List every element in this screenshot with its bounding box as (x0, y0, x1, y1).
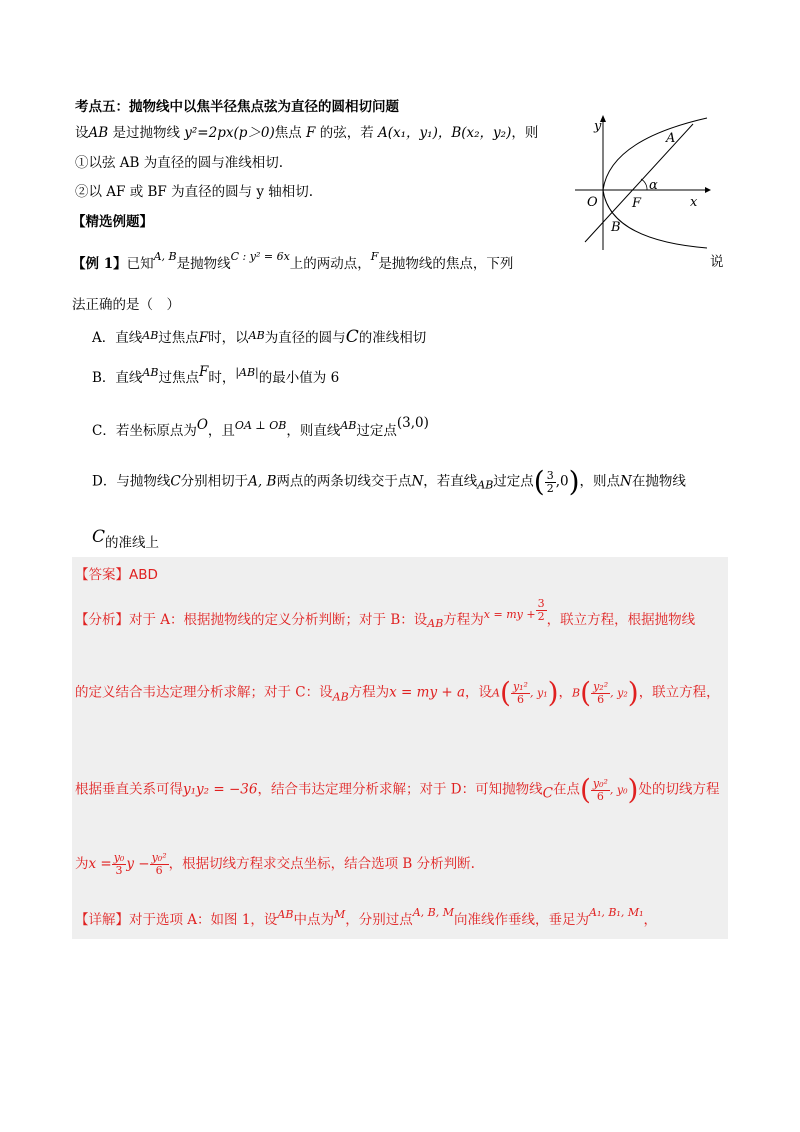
example-text-wrap: 说 (710, 254, 724, 270)
analysis-text: 处的切线方程 (638, 781, 720, 798)
paren-left: ( (580, 676, 592, 709)
x-axis-arrow (705, 187, 711, 193)
example-text: 已知 (126, 256, 154, 272)
example-text: 是抛物线 (176, 256, 231, 272)
analysis-line-3 (75, 773, 720, 806)
option-d-text: 过定点 (493, 473, 534, 490)
intro-line-1 (75, 121, 538, 141)
option-b-abs: |AB| (235, 366, 259, 379)
frac-den: 6 (597, 692, 605, 706)
section-heading: 考点五：抛物线中以焦半径焦点弦为直径的圆相切问题 (75, 99, 399, 115)
intro-line-2: ①以弦 AB 为直径的圆与准线相切. (75, 155, 284, 171)
option-c-text: ，且 (207, 423, 235, 439)
paren-right: ) (627, 773, 639, 806)
analysis-line-2 (75, 676, 720, 709)
option-a-ab: AB (142, 329, 159, 342)
chord-ab: AB (88, 125, 109, 141)
frac-num: y₀² (151, 851, 167, 864)
analysis-text: 【详解】对于选项 A：如图 1，设 (75, 912, 278, 928)
point-b: B (572, 686, 581, 700)
intro-text: 焦点 (274, 125, 307, 141)
fixed-point-fraction (545, 470, 556, 495)
paren-right: ) (547, 676, 559, 709)
option-b-label: B．直线 (92, 370, 143, 386)
option-b (92, 364, 339, 386)
analysis-text: 中点为 (293, 912, 334, 928)
option-b-text: 的最小值为 6 (258, 370, 340, 386)
points-abm: A, B, M (412, 906, 454, 919)
y2-rest: , y₂ (610, 686, 628, 700)
option-d-c2: C (92, 527, 106, 547)
analysis-text: 【分析】对于 A：根据抛物线的定义分析判断；对于 B：设 (75, 612, 428, 628)
option-d-cont (92, 527, 159, 551)
option-c (92, 415, 429, 439)
x-label: x (690, 195, 698, 210)
option-c-point: (3,0) (396, 415, 429, 431)
example-text: 上的两动点， (289, 256, 371, 272)
option-d-n2: N (620, 473, 632, 490)
option-d-ab2: AB (477, 478, 494, 492)
frac-num: 3 (546, 468, 554, 482)
analysis-text: 在点 (552, 781, 580, 798)
option-d-text: 在抛物线 (631, 473, 686, 490)
frac-den: 6 (516, 692, 524, 706)
option-d-text: ，若直线 (423, 473, 478, 490)
example-tag: 【例 1】 (72, 256, 127, 272)
option-d-text: 两点的两条切线交于点 (276, 473, 412, 490)
analysis-text: ， (558, 684, 573, 701)
option-b-ab: AB (142, 366, 159, 379)
option-c-text: ，则直线 (286, 423, 341, 439)
intro-text: 设 (75, 125, 89, 141)
y0-fraction (591, 778, 610, 803)
paren-right: ) (627, 676, 639, 709)
option-c-text: 过定点 (356, 423, 397, 439)
intro-text: 的弦，若 (315, 125, 378, 141)
analysis-text: ，联立方程，根据抛物线 (546, 612, 696, 628)
analysis-text: ，联立方程， (638, 684, 720, 701)
tangent-x: x = (88, 856, 112, 872)
fixed-point-rest: ,0 (555, 473, 569, 490)
analysis-text: ，设 (465, 684, 493, 701)
analysis-text: ，结合韦达定理分析求解；对于 D：可知抛物线 (257, 781, 543, 798)
parabola-equation: y²=2px(p＞0) (184, 125, 275, 141)
option-b-text: 时， (208, 370, 236, 386)
analysis-line-1 (75, 598, 695, 630)
y-label: y (594, 119, 602, 134)
option-b-f: F (198, 364, 209, 380)
feet-points: A₁, B₁, M₁ (589, 906, 644, 919)
intro-text: ，则 (511, 125, 539, 141)
frac-den: 2 (537, 610, 545, 623)
y0-rest: , y₀ (609, 783, 628, 797)
points-ab: A, B (153, 250, 177, 263)
frac-num: y₀² (592, 776, 608, 790)
curve-c: C : y² = 6x (230, 250, 290, 263)
option-a-f: F (198, 330, 209, 346)
focus-f: F (306, 125, 316, 141)
analysis-ab: AB (332, 690, 349, 704)
option-d-text: ，则点 (579, 473, 621, 490)
tangent-y: y − (126, 856, 150, 872)
frac-num: y₁² (512, 679, 528, 693)
focus-label: F (632, 196, 642, 211)
example-text: 是抛物线的焦点，下列 (378, 256, 514, 272)
option-a-text: 过焦点 (158, 330, 199, 346)
option-a-text: 的准线相切 (358, 330, 427, 346)
origin-label: O (587, 195, 598, 210)
point-a-label: A (666, 131, 676, 146)
option-c-o: O (196, 417, 208, 433)
analysis-line-5 (75, 906, 657, 928)
option-d (92, 465, 686, 498)
frac-num: 3 (537, 597, 545, 610)
paren-left: ( (579, 773, 591, 806)
frac-num: y₂² (593, 679, 609, 693)
analysis-eq: x = my + (483, 608, 536, 621)
example-1-line (72, 250, 513, 272)
option-d-label: D．与抛物线 (92, 473, 171, 490)
analysis-fraction (536, 598, 547, 623)
option-d-text: 分别相切于 (180, 473, 249, 490)
analysis-ab: AB (427, 617, 444, 630)
midpoint-m: M (333, 908, 346, 921)
analysis-text: 向准线作垂线，垂足为 (454, 912, 589, 928)
answer-line: 【答案】ABD (75, 567, 158, 583)
intro-text: 是过抛物线 (108, 125, 185, 141)
option-b-text: 过焦点 (158, 370, 199, 386)
y1-fraction (511, 681, 530, 706)
analysis-text: 为 (75, 856, 89, 872)
option-a-label: A．直线 (92, 330, 143, 346)
option-a-c: C (345, 327, 359, 347)
option-a-text: 为直径的圆与 (264, 330, 346, 346)
example-question: 法正确的是（ ） (72, 297, 180, 313)
option-d-ab: A, B (248, 473, 277, 490)
tangent-frac-1 (112, 852, 127, 877)
parabola-figure (565, 110, 715, 255)
frac-den: 3 (115, 864, 123, 877)
curve-c: C (542, 785, 553, 802)
option-c-perp: OA ⊥ OB (234, 419, 287, 432)
intro-line-3: ②以 AF 或 BF 为直径的圆与 y 轴相切. (75, 184, 314, 200)
analysis-text: 方程为 (443, 612, 484, 628)
chord-line (585, 124, 693, 242)
y2-fraction (591, 681, 610, 706)
paren-left: ( (533, 465, 545, 498)
analysis-eq: y₁y₂ = −36 (183, 781, 258, 798)
frac-den: 6 (596, 789, 604, 803)
option-c-label: C．若坐标原点为 (92, 423, 197, 439)
alpha-arc (641, 179, 647, 190)
tangent-frac-2 (150, 852, 169, 877)
section-label: 【精选例题】 (72, 214, 153, 230)
analysis-text: ，分别过点 (345, 912, 413, 928)
option-d-c: C (170, 473, 181, 490)
frac-num: y₀ (113, 851, 125, 864)
frac-den: 6 (155, 864, 163, 877)
option-d-text: 的准线上 (105, 535, 160, 551)
analysis-eq: x = my + a (389, 684, 466, 701)
option-a-ab2: AB (248, 329, 265, 342)
analysis-text: ， (643, 912, 658, 928)
option-c-ab: AB (340, 419, 357, 432)
point-coords: A(x₁，y₁)，B(x₂，y₂) (378, 125, 512, 141)
analysis-text: 的定义结合韦达定理分析求解；对于 C：设 (75, 684, 333, 701)
option-a-text: 时，以 (208, 330, 249, 346)
option-d-n: N (411, 473, 424, 490)
frac-den: 2 (546, 481, 554, 495)
y1-rest: , y₁ (529, 686, 548, 700)
analysis-text: 根据垂直关系可得 (75, 781, 183, 798)
analysis-ab: AB (277, 908, 294, 921)
analysis-line-4 (75, 852, 475, 877)
analysis-text: ，根据切线方程求交点坐标，结合选项 B 分析判断. (168, 856, 475, 872)
focus-f: F (370, 250, 379, 263)
paren-left: ( (500, 676, 511, 709)
paren-right: ) (568, 465, 580, 498)
alpha-label: α (649, 178, 658, 193)
analysis-text: 方程为 (348, 684, 390, 701)
point-b-label: B (611, 220, 621, 235)
option-a (92, 326, 426, 347)
point-a: A (492, 686, 500, 700)
